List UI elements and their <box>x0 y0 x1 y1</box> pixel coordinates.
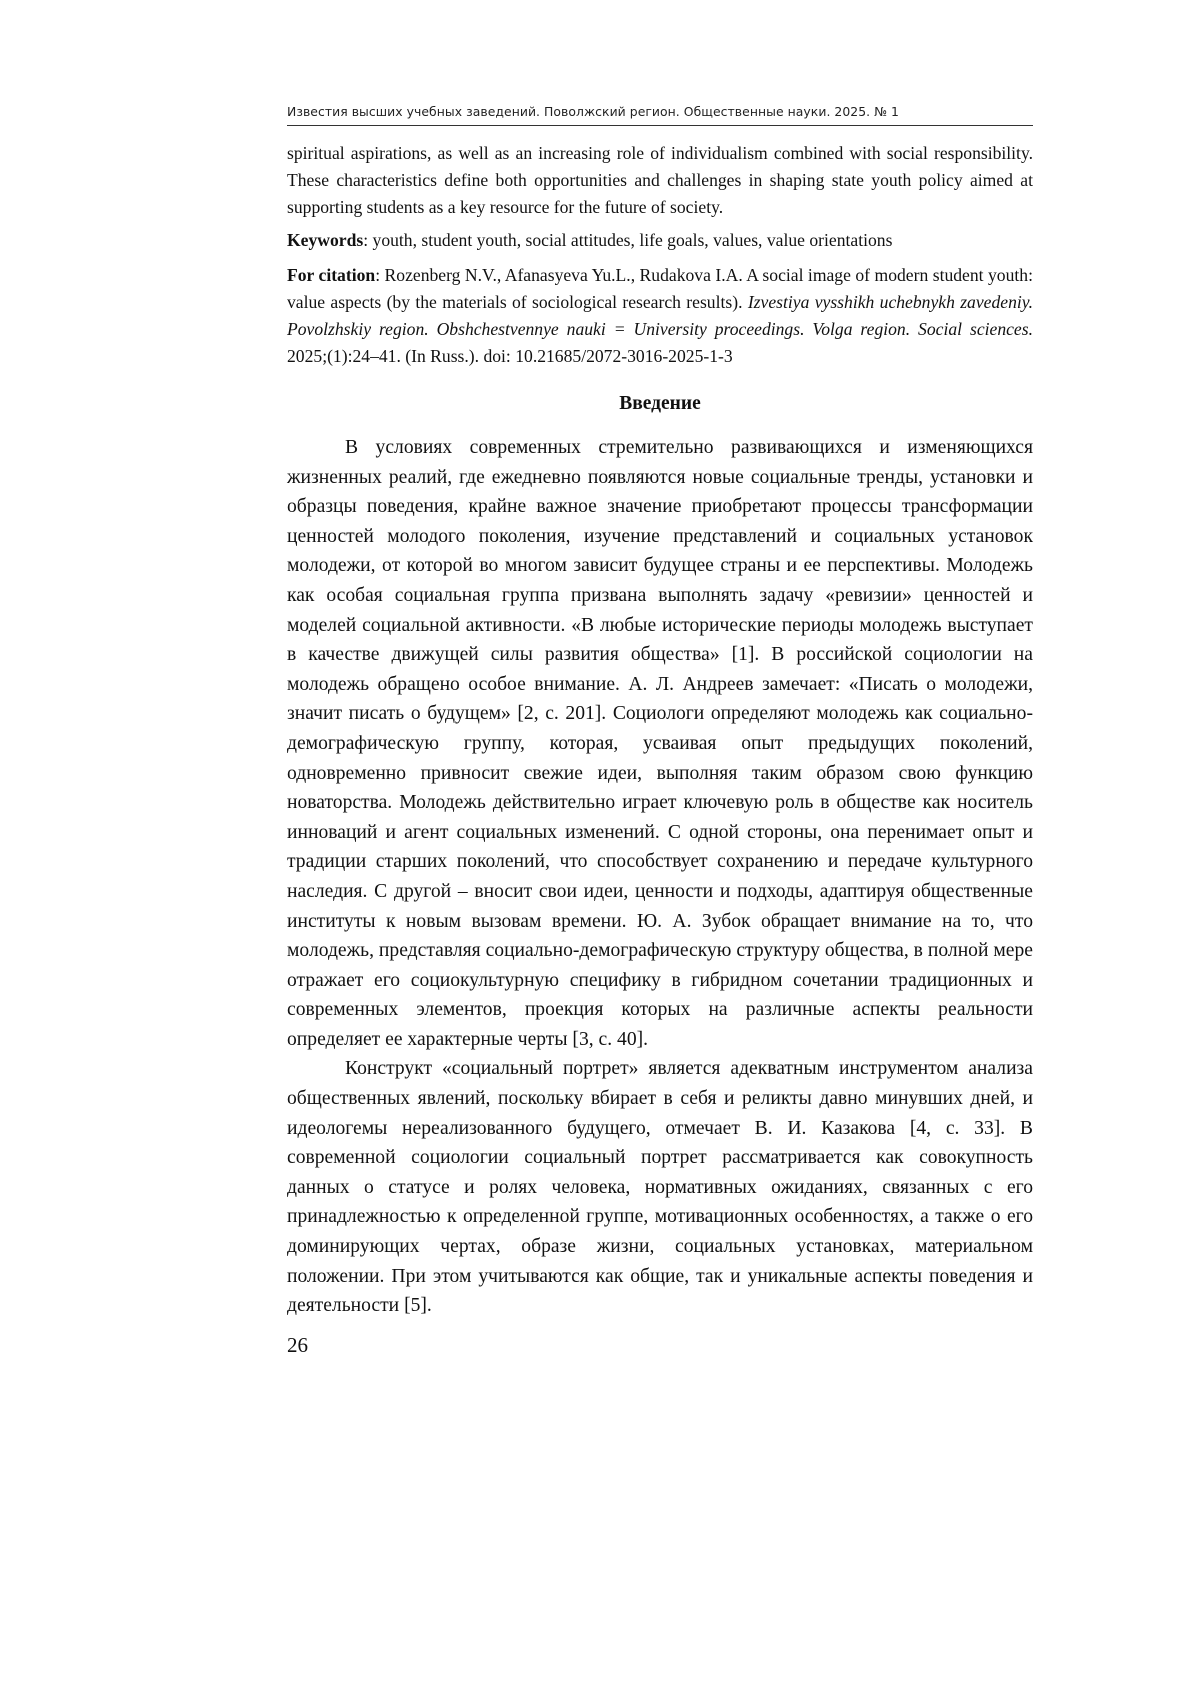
citation-text-before: : Rozenberg N.V., Afanasyeva Yu.L., Rudakova I.A. A social image of modern student youth: value aspects (by the materials of sociological research results). <box>287 265 1033 312</box>
citation-journal: Izvestiya vysshikh uchebnykh zavedeniy. Povolzhskiy region. Obshchestvennye nauki = University proceedings. Volga region. Social sciences. <box>287 292 1033 339</box>
citation-block <box>287 262 1033 370</box>
body-paragraph-2: Конструкт «социальный портрет» является адекватным инструментом анализа общественных явлений, поскольку вбирает в себя и реликты давно минувших дней, и идеологемы нереализованного будущего, отмечает В. И. Казакова [4, с. 33]. В современной социологии социальный портрет рассматривается как совокупность данных о статусе и ролях человека, нормативных ожиданиях, связанных с его принадлежностью к определенной группе, мотивационных особенностях, а также о его доминирующих чертах, образе жизни, социальных установках, материальном положении. При этом учитываются как общие, так и уникальные аспекты поведения и деятельности [5]. <box>287 1058 1033 1317</box>
citation-text-after: 2025;(1):24–41. (In Russ.). doi: 10.21685/2072-3016-2025-1-3 <box>287 346 733 366</box>
keywords-label: Keywords <box>287 230 364 250</box>
keywords-text: : youth, student youth, social attitudes, life goals, values, value orientations <box>363 230 893 250</box>
journal-page <box>287 104 1033 1359</box>
running-header: Известия высших учебных заведений. Поволжский регион. Общественные науки. 2025. № 1 <box>287 104 1033 126</box>
keywords-line <box>287 227 1033 254</box>
page-number: 26 <box>287 1332 308 1357</box>
abstract-tail: spiritual aspirations, as well as an increasing role of individualism combined with social responsibility. These characteristics define both opportunities and challenges in shaping state youth policy aimed at supporting students as a key resource for the future of society. <box>287 143 1033 217</box>
body-paragraph-1: В условиях современных стремительно развивающихся и изменяющихся жизненных реалий, где ежедневно появляются новые социальные тренды, установки и образцы поведения, крайне важное значение приобретают процессы трансформации ценностей молодого поколения, изучение представлений и социальных установок молодежи, от которой во многом зависит будущее страны и ее перспективы. Молодежь как особая социальная группа призвана выполнять задачу «ревизии» ценностей и моделей социальной активности. «В любые исторические периоды молодежь выступает в качестве движущей силы развития общества» [1]. В российской социологии на молодежь обращено особое внимание. А. Л. Андреев замечает: «Писать о молодежи, значит писать о будущем» [2, с. 201]. Социологи определяют молодежь как социально-демографическую группу, которая, усваивая опыт предыдущих поколений, одновременно привносит свежие идеи, выполняя таким образом свою функцию новаторства. Молодежь действительно играет ключевую роль в обществе как носитель инноваций и агент социальных изменений. С одной стороны, она перенимает опыт и традиции старших поколений, что способствует сохранению и передаче культурного наследия. С другой – вносит свои идеи, ценности и подходы, адаптируя общественные институты к новым вызовам времени. Ю. А. Зубок обращает внимание на то, что молодежь, представляя социально-демографическую структуру общества, в полной мере отражает его социокультурную специфику в гибридном сочетании традиционных и современных элементов, проекция которых на различные аспекты реальности определяет ее характерные черты [3, с. 40]. <box>287 437 1033 1050</box>
citation-label: For citation <box>287 265 376 285</box>
section-heading: Введение <box>619 393 701 414</box>
